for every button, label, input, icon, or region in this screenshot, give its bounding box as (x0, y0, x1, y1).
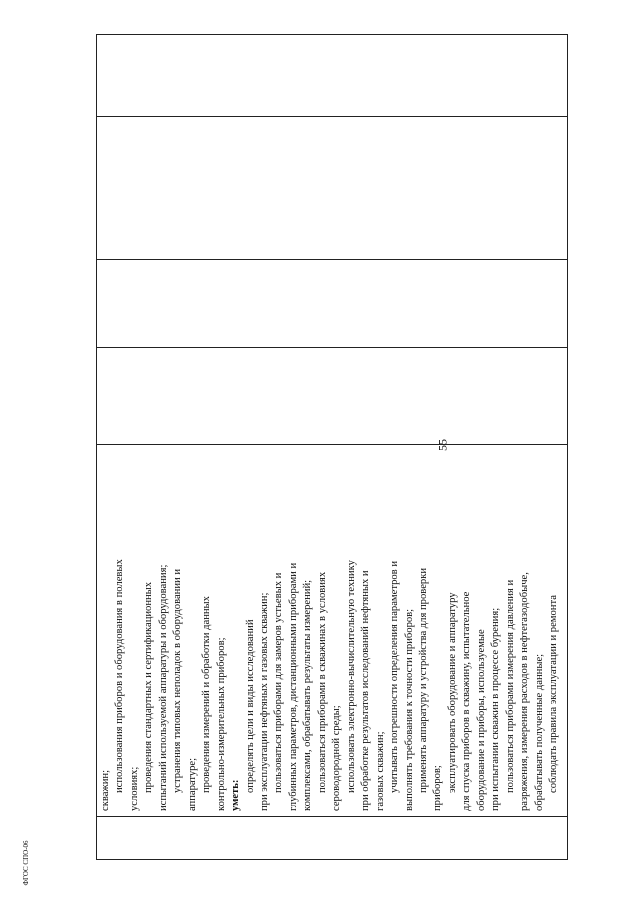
requirement-line: комплексами, обрабатывать результаты измерений; (302, 579, 314, 811)
requirement-line: аппаратуре; (186, 757, 198, 811)
footer-document-code: ФГОС СПО-06 (22, 840, 30, 886)
requirement-line: при эксплуатации нефтяных и газовых скважин; (258, 592, 270, 811)
requirement-line: газовых скважин; (374, 731, 386, 811)
requirement-line: проведения стандартных и сертификационных (143, 581, 155, 793)
table-column-requirements (97, 445, 567, 817)
requirement-line: разряжения, измерения расходов в нефтегазодобыче, (519, 572, 531, 811)
requirement-line: выполнять требования к точности приборов; (403, 608, 415, 811)
requirement-line: применять аппаратуру и устройства для проверки (417, 567, 429, 793)
requirement-line: устранения типовых неполадок в оборудовании и (172, 569, 184, 793)
table-column-index (97, 817, 567, 859)
requirement-line: пользоваться приборами для замеров устьевых и (273, 572, 285, 793)
requirement-line: уметь: (230, 779, 242, 811)
requirement-line: пользоваться приборами измерения давления и (504, 579, 516, 793)
table-column-competencies (97, 35, 567, 117)
requirement-line: при испытании скважин в процессе бурения; (490, 607, 502, 811)
requirement-line: сероводородной среды; (331, 705, 343, 811)
requirement-line: для спуска приборов в скважину, испытательное (461, 591, 473, 811)
requirement-line: оборудование и приборы, используемые (475, 629, 487, 811)
requirement-line: контрольно-измерительных приборов; (215, 637, 227, 811)
table-column-hours-max (97, 348, 567, 445)
requirement-line: обрабатывать полученные данные; (533, 653, 545, 811)
requirement-line: приборов; (432, 765, 444, 811)
requirement-line: соблюдать правила эксплуатации и ремонта (548, 595, 560, 793)
requirement-line: скважин; (100, 769, 111, 811)
requirement-line: использовать электронно-вычислительную технику (345, 560, 357, 793)
requirement-line: условиях; (128, 766, 140, 811)
requirement-line: глубинных параметров, дистанционными приборами и (287, 562, 299, 811)
requirement-line: при обработке результатов исследований нефтяных и (360, 570, 372, 811)
table-column-disciplines (97, 117, 567, 260)
requirement-line: использования приборов и оборудования в полевых (114, 559, 126, 793)
requirement-line: учитывать погрешности определения параметров и (389, 560, 401, 793)
requirement-line: эксплуатировать оборудование и аппаратуру (446, 592, 458, 793)
page-number: 55 (435, 439, 450, 451)
requirement-line: определять цели и виды исследований (244, 619, 256, 793)
requirement-line: проведения измерений и обработки данных (201, 596, 213, 793)
requirement-line: испытаний используемой аппаратуры и оборудования; (157, 564, 169, 811)
competency-table (96, 34, 568, 860)
table-column-hours-class (97, 260, 567, 348)
table-wrapper (96, 34, 568, 860)
requirement-line: пользоваться приборами в скважинах в условиях (316, 571, 328, 793)
